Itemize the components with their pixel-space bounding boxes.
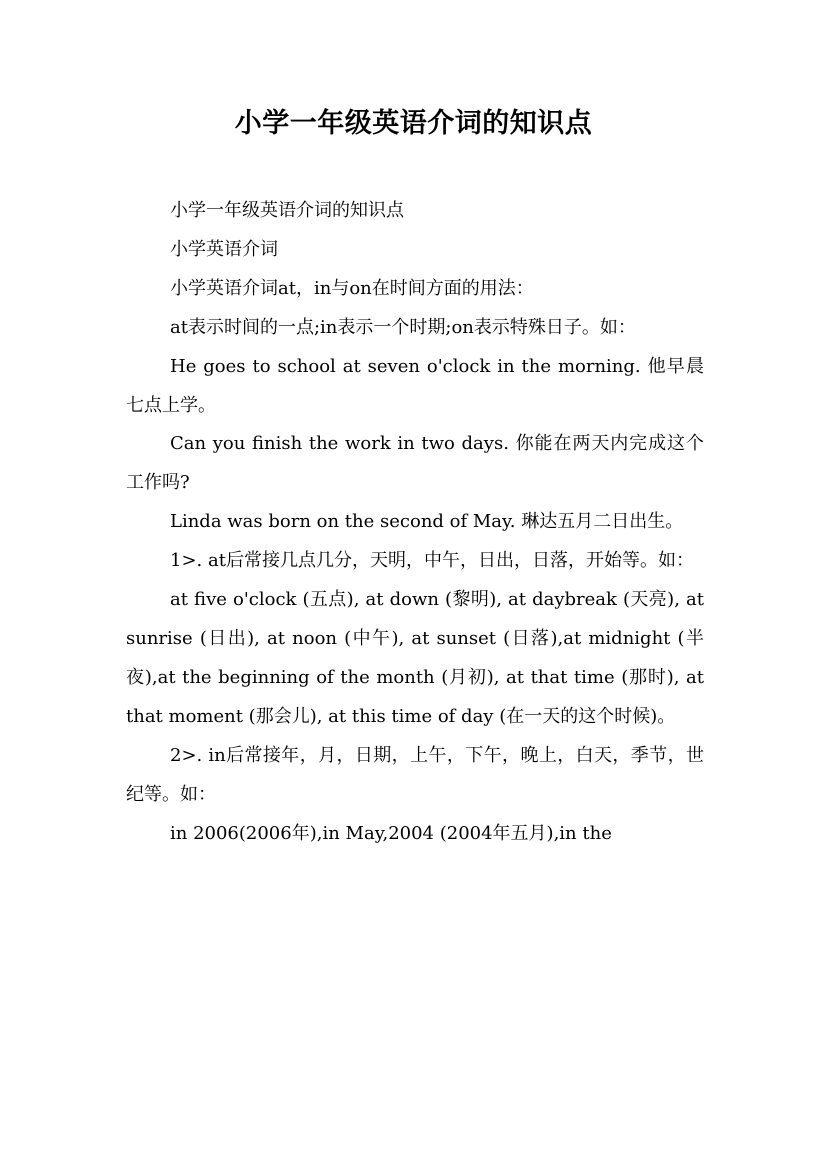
paragraph: Can you finish the work in two days. 你能在两天内完成这个工作吗? bbox=[126, 433, 704, 494]
paragraph: at表示时间的一点;in表示一个时期;on表示特殊日子。如： bbox=[170, 316, 636, 338]
paragraph: at five o'clock (五点), at down (黎明), at daybreak (天亮), at sunrise (日出), at noon (中午), at sunset (日落),at midnight (半夜),at the beginning of the month (月初), at that time (那时), at that moment (那会儿), at this time of day (在一天的这个时候)。 bbox=[126, 589, 704, 727]
document-body bbox=[126, 192, 704, 853]
paragraph: 1>. at后常接几点几分，天明，中午，日出，日落，开始等。如： bbox=[170, 550, 694, 572]
paragraph: 小学英语介词 bbox=[170, 238, 278, 260]
paragraph: 2>. in后常接年，月，日期，上午，下午，晚上，白天，季节，世纪等。如： bbox=[126, 744, 704, 805]
paragraph: He goes to school at seven o'clock in the morning. 他早晨七点上学。 bbox=[126, 355, 704, 416]
paragraph: 小学英语介词at，in与on在时间方面的用法： bbox=[170, 277, 534, 299]
page-title: 小学一年级英语介词的知识点 bbox=[234, 108, 593, 139]
paragraph: Linda was born on the second of May. 琳达五月二日出生。 bbox=[170, 511, 684, 533]
paragraph: in 2006(2006年),in May,2004 (2004年五月),in the bbox=[170, 822, 612, 844]
paragraph: 小学一年级英语介词的知识点 bbox=[170, 200, 404, 221]
